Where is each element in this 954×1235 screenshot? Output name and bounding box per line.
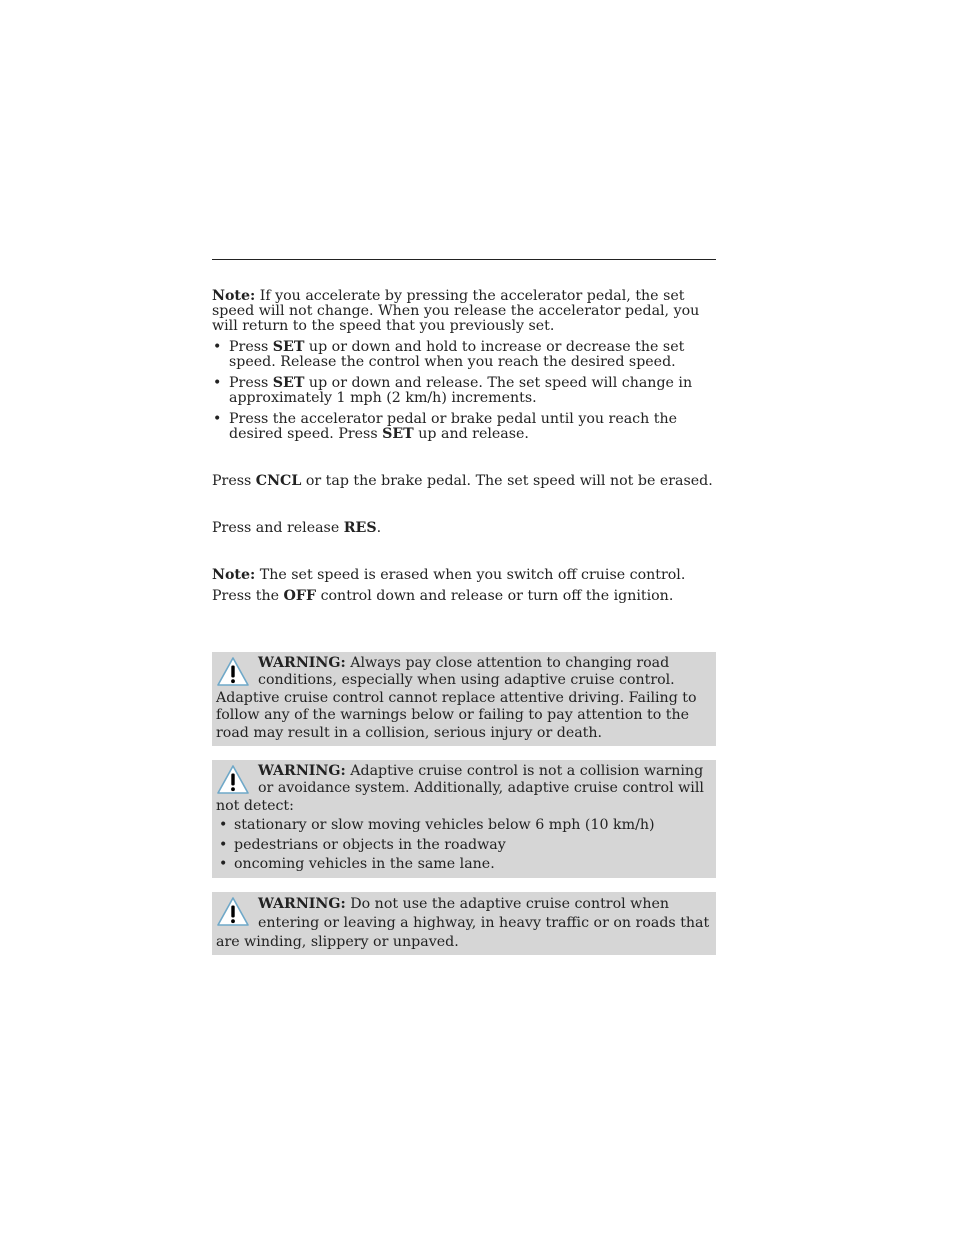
list-item: • Press SET up or down and release. The set speed will change in approximately 1 mph (2 km/h) increments. bbox=[212, 376, 716, 406]
warning-label: WARNING: bbox=[258, 763, 346, 779]
bullet-list bbox=[212, 340, 716, 442]
warning-box-not-collision-system bbox=[212, 760, 716, 878]
warning-box-road-conditions bbox=[212, 892, 716, 955]
warning-triangle-icon bbox=[216, 656, 250, 688]
note-text: If you accelerate by pressing the accelerator pedal, the set speed will not change. When you release the accelerator pedal, you will return to the speed that you previously set. bbox=[212, 288, 700, 334]
warning-text: Always pay close attention to changing road conditions, especially when using adaptive cruise control. Adaptive cruise control cannot replace attentive driving. Failing to follow any of the warnings below or failing to pay attention to the road may result in a collision, serious injury or death. bbox=[216, 655, 697, 741]
warning-triangle-icon bbox=[216, 896, 250, 928]
list-item: • Press SET up or down and hold to increase or decrease the set speed. Release the control when you reach the desired speed. bbox=[212, 340, 716, 370]
warning-box-attention bbox=[212, 652, 716, 746]
note-accelerator bbox=[212, 289, 716, 334]
note-label: Note: bbox=[212, 567, 256, 583]
off-instruction: Press the OFF control down and release or turn off the ignition. bbox=[212, 588, 674, 604]
set-speed-list bbox=[212, 340, 716, 448]
note-label: Note: bbox=[212, 288, 256, 304]
cancel-instruction: Press CNCL or tap the brake pedal. The set speed will not be erased. bbox=[212, 473, 713, 489]
header-rule bbox=[212, 259, 716, 260]
list-item: • oncoming vehicles in the same lane. bbox=[216, 855, 710, 875]
list-item: • stationary or slow moving vehicles below 6 mph (10 km/h) bbox=[216, 816, 710, 836]
list-item: • pedestrians or objects in the roadway bbox=[216, 836, 710, 856]
warning-triangle-icon bbox=[216, 764, 250, 796]
note-erase bbox=[212, 568, 716, 583]
resume-instruction: Press and release RES. bbox=[212, 520, 382, 536]
warning-label: WARNING: bbox=[258, 655, 346, 671]
warning-text: Do not use the adaptive cruise control when entering or leaving a highway, in heavy traffic or on roads that are winding, slippery or unpaved. bbox=[216, 896, 710, 951]
note-text: The set speed is erased when you switch off cruise control. bbox=[255, 567, 686, 583]
warning-label: WARNING: bbox=[258, 896, 346, 912]
list-item: • Press the accelerator pedal or brake pedal until you reach the desired speed. Press SET up and release. bbox=[212, 412, 716, 442]
warning-text: Adaptive cruise control is not a collision warning or avoidance system. Additionally, adaptive cruise control will not detect: bbox=[216, 763, 704, 814]
undetected-list bbox=[216, 816, 710, 875]
